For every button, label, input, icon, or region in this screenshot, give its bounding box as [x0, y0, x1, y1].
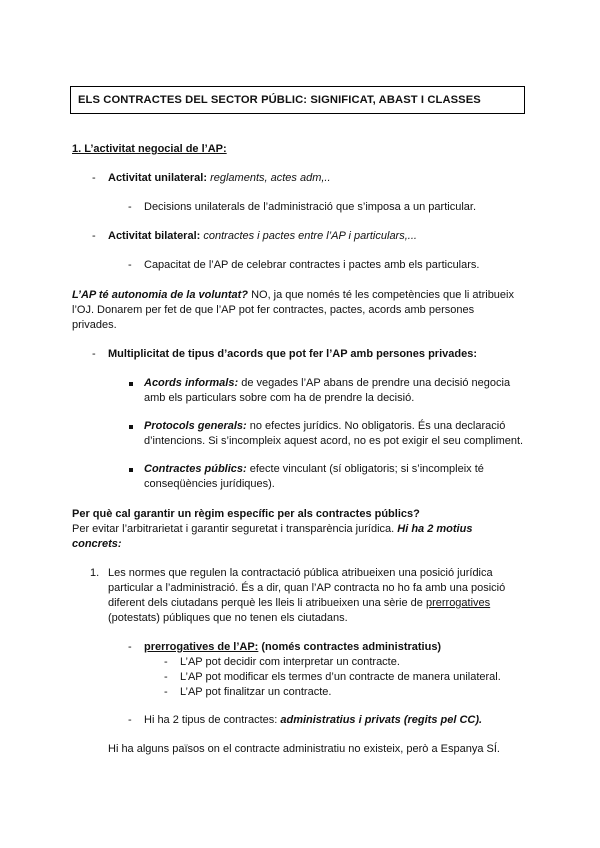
prerrog-item: L’AP pot modificar els termes d’un contracte de manera unilateral. [180, 671, 501, 683]
protocols-text: no efectes jurídics. No obligatoris. És una declaració [246, 420, 506, 432]
contractes-line2: conseqüències jurídiques). [144, 478, 275, 490]
document-title: ELS CONTRACTES DEL SECTOR PÚBLIC: SIGNIFICAT, ABAST I CLASSES [78, 94, 481, 106]
protocols-label: Protocols generals: [144, 420, 247, 432]
square-bullet-icon [129, 382, 133, 386]
contract-types-prefix: Hi ha 2 tipus de contractes: [144, 714, 281, 726]
reason1-number: 1. [90, 567, 100, 579]
protocols-line2: d’intencions. Si s’incompleix aquest acord, no es pot exigir el seu compliment. [144, 435, 524, 447]
dash-bullet: - [164, 686, 168, 698]
acords-line2: amb els particulars sobre com ha de prendre la decisió. [144, 392, 415, 404]
regime-answer-line1 [72, 522, 472, 537]
contract-types-bold: administratius i privats (regits pel CC). [280, 714, 483, 726]
dash-bullet: - [92, 230, 96, 242]
acords-text: de vegades l’AP abans de prendre una decisió negocia [238, 377, 511, 389]
regime-bold-tail: Hi ha 2 motius [394, 523, 473, 535]
square-bullet-icon [129, 425, 133, 429]
multiplicity-heading: Multiplicitat de tipus d’acords que pot fer l’AP amb persones privades: [108, 348, 477, 360]
contractes-label: Contractes públics: [144, 463, 247, 475]
square-bullet-icon [129, 468, 133, 472]
bilateral-examples: contractes i pactes entre l’AP i particulars,... [203, 230, 417, 242]
dash-bullet: - [128, 714, 132, 726]
prerrogatives-word: prerrogatives [425, 597, 491, 609]
bilateral-label: Activitat bilateral: [108, 230, 201, 242]
section1-heading: 1. L’activitat negocial de l’AP: [72, 143, 227, 155]
reason1-line2: particular a l’administració. És a dir, quan l’AP contracta no ho fa amb una posició [108, 582, 506, 594]
title-box [70, 86, 525, 114]
dash-bullet: - [164, 656, 168, 668]
contractes-text: efecte vinculant (sí obligatoris; si s’incompleix té [246, 463, 484, 475]
dash-bullet: - [92, 348, 96, 360]
unilateral-item [108, 171, 331, 186]
reason1-line1: Les normes que regulen la contractació pública atribueixen una posició jurídica [108, 567, 493, 579]
dash-bullet: - [92, 172, 96, 184]
autonomy-line3: privades. [72, 319, 117, 331]
acords-label: Acords informals: [144, 377, 239, 389]
contractes-line1 [144, 462, 484, 477]
bilateral-sub: Capacitat de l’AP de celebrar contractes i pactes amb els particulars. [144, 259, 480, 271]
acords-line1 [144, 376, 510, 391]
prerrog-item: L’AP pot finalitzar un contracte. [180, 686, 332, 698]
autonomy-line1 [72, 288, 514, 303]
dash-bullet: - [128, 259, 132, 271]
reason1-line3-text: diferent dels ciutadans perquè les lleis li atribueixen una sèrie de [108, 597, 426, 609]
regime-bold-line2: concrets: [72, 538, 122, 550]
contract-types [144, 713, 482, 728]
autonomy-answer: NO, ja que només té les competències que li atribueix [248, 289, 514, 301]
bilateral-item [108, 229, 417, 244]
protocols-line1 [144, 419, 505, 434]
autonomy-line2: l’OJ. Donarem per fet de que l’AP pot fer contractes, pactes, acords amb persones [72, 304, 475, 316]
regime-answer: Per evitar l’arbitrarietat i garantir seguretat i transparència jurídica. [72, 523, 395, 535]
prerrog-heading [144, 640, 441, 655]
dash-bullet: - [164, 671, 168, 683]
unilateral-label: Activitat unilateral: [108, 172, 208, 184]
prerrog-heading-rest: (només contractes administratius) [258, 641, 442, 653]
unilateral-examples: reglaments, actes adm,.. [210, 172, 331, 184]
reason1-line3 [108, 596, 490, 611]
prerrog-item: L’AP pot decidir com interpretar un contracte. [180, 656, 400, 668]
dash-bullet: - [128, 201, 132, 213]
unilateral-sub: Decisions unilaterals de l’administració que s’imposa a un particular. [144, 201, 476, 213]
prerrog-heading-underlined: prerrogatives de l’AP: [144, 641, 259, 653]
countries-note: Hi ha alguns països on el contracte administratiu no existeix, però a Espanya SÍ. [108, 743, 500, 755]
dash-bullet: - [128, 641, 132, 653]
autonomy-question: L’AP té autonomia de la voluntat? [72, 289, 249, 301]
reason1-line4: (potestats) públiques que no tenen els ciutadans. [108, 612, 348, 624]
regime-question: Per què cal garantir un règim específic per als contractes públics? [72, 508, 420, 520]
